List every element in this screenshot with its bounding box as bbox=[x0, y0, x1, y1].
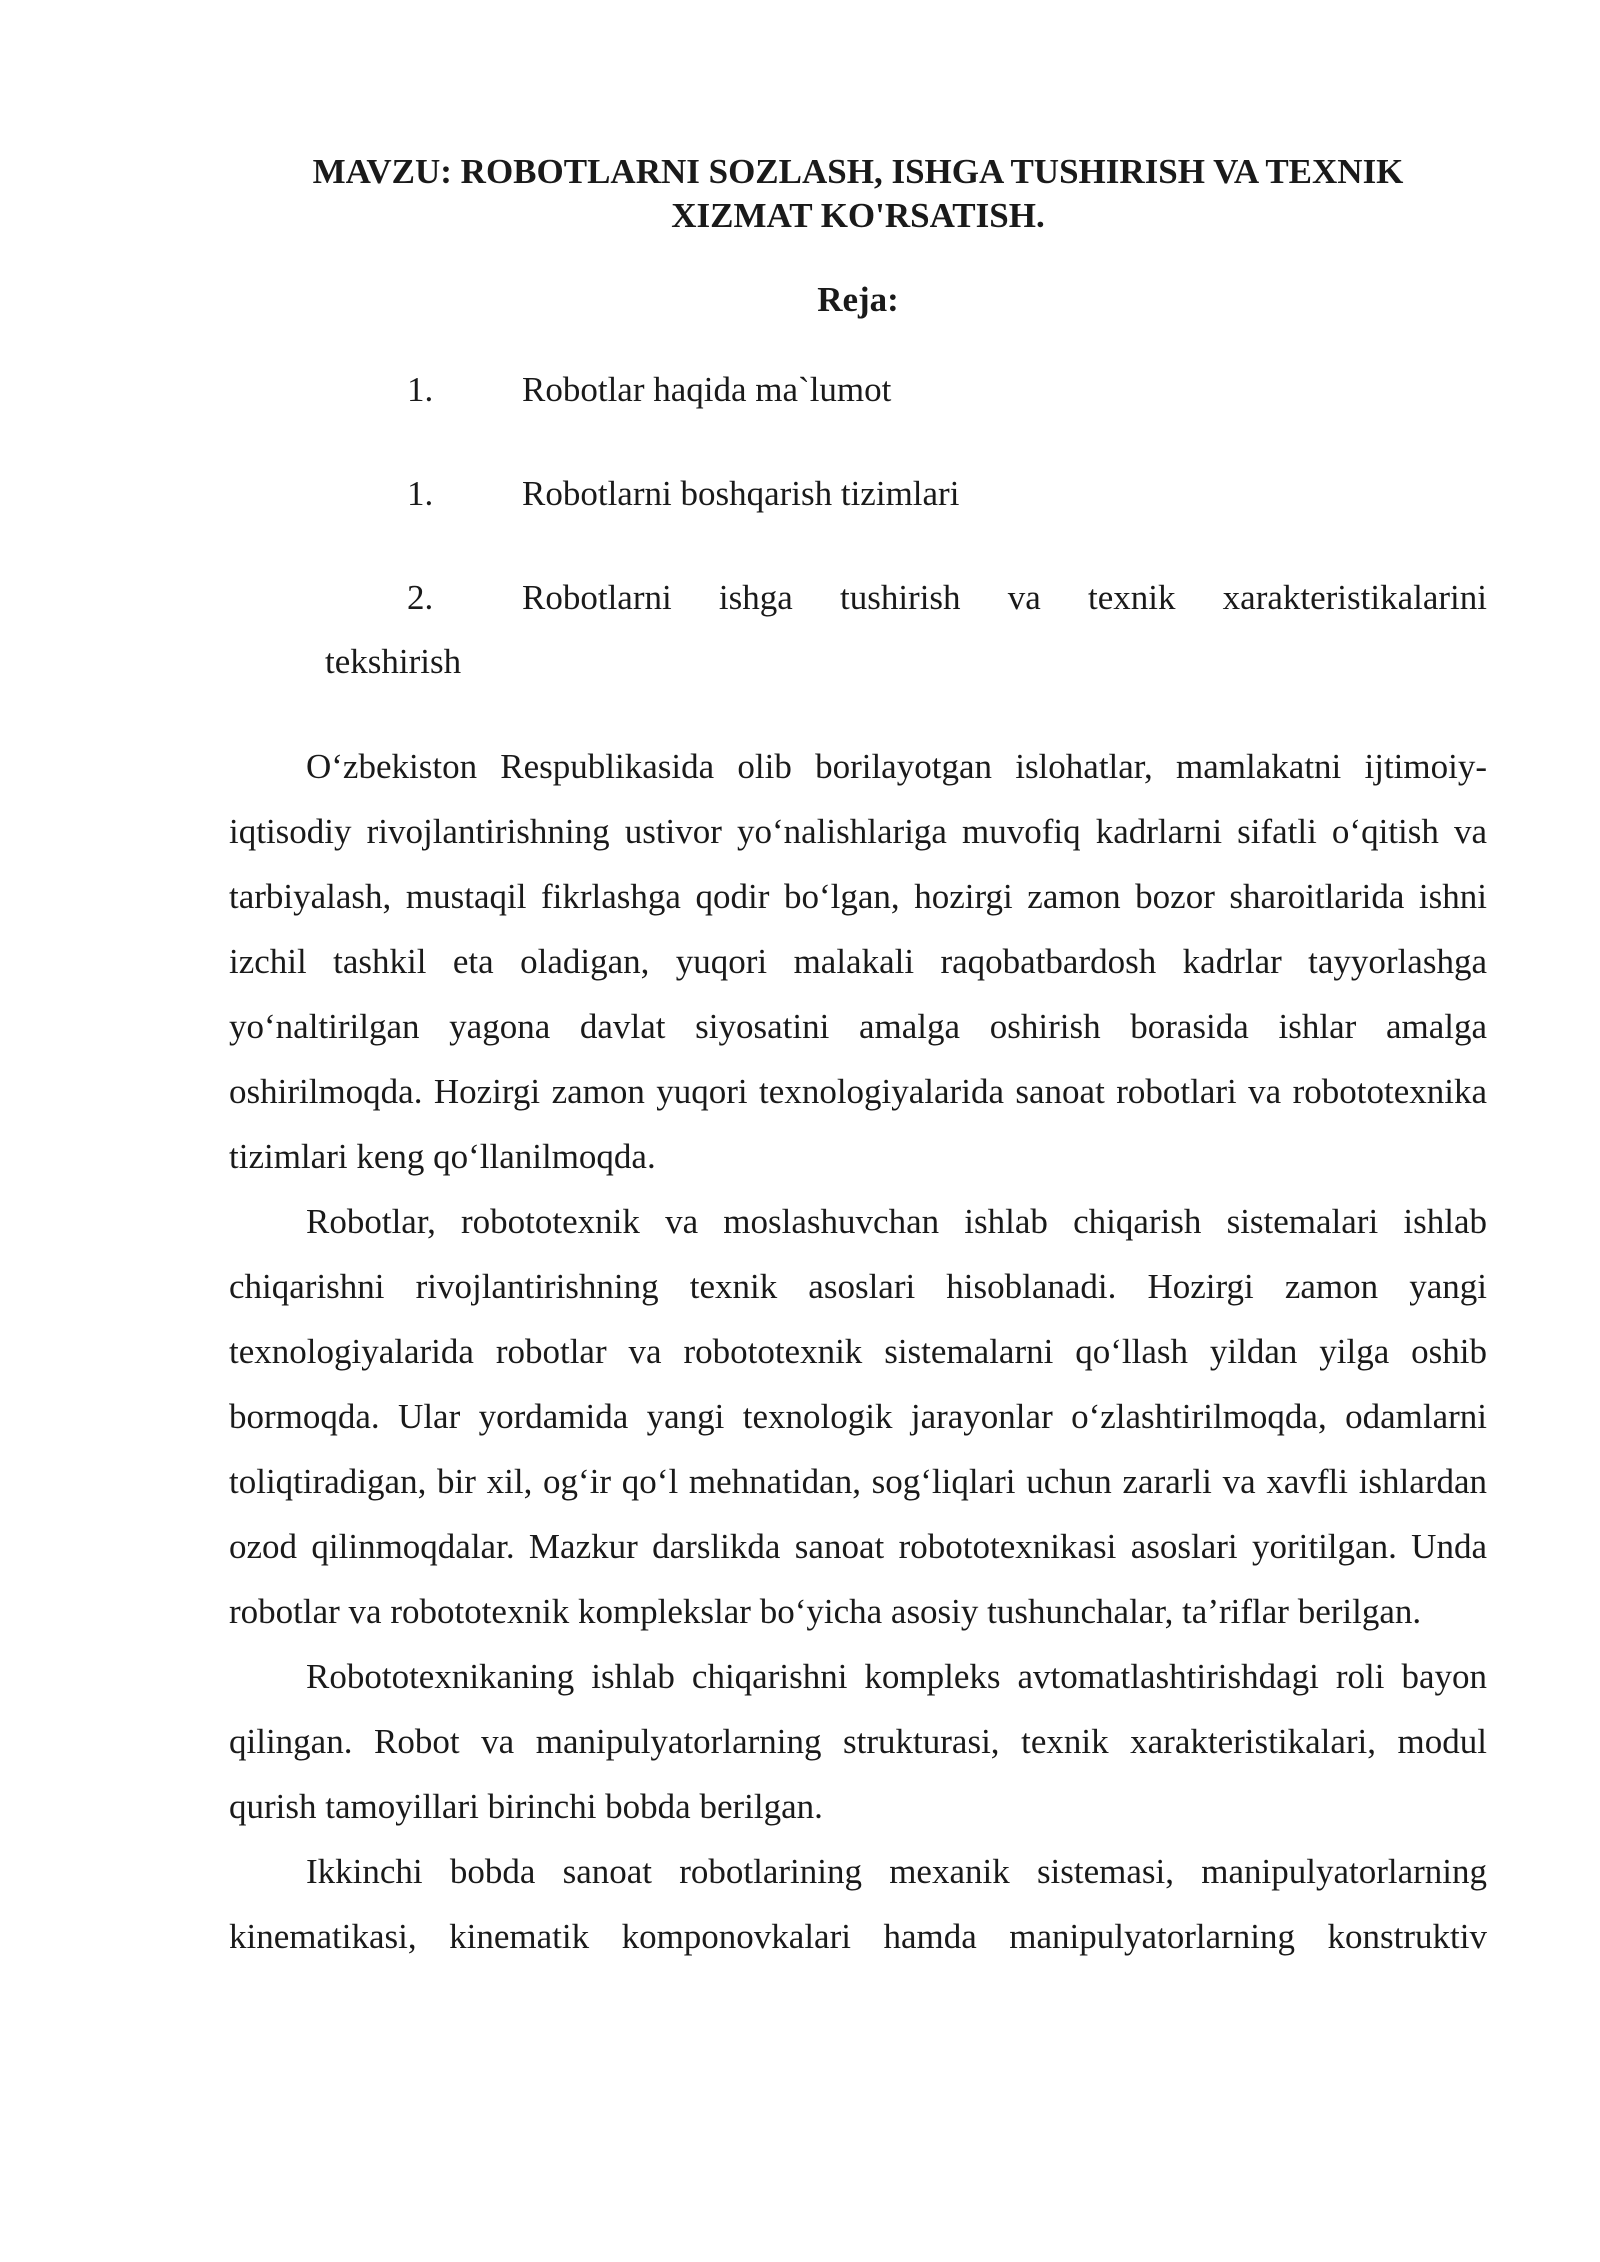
plan-word: texnik bbox=[1087, 578, 1176, 617]
paragraph: Robotlar, robototexnik va moslashuvchan ishlab chiqarish sistemalari ishlab chiqarishni rivojlantirishning texnik asoslari hisoblanadi. Hozirgi zamon yangi texnologiyalarida robotlar va robototexnik sistemalarni qo‘llash yildan yilga oshib bormoqda. Ular yordamida yangi texnologik jarayonlar o‘zlashtirilmoqda, odamlarni toliqtiradigan, bir xil, og‘ir qo‘l mehnatidan, sog‘liqlari uchun zararli va xavfli ishlardan ozod qilinmoqdalar. Mazkur darslikda sanoat robototexnikasi asoslari yoritilgan. Unda robotlar va robototexnik komplekslar bo‘yicha asosiy tushunchalar, ta’riflar berilgan. bbox=[229, 1202, 1487, 1631]
plan-item-text: Robotlarni boshqarish tizimlari bbox=[522, 474, 960, 513]
plan-item-text bbox=[522, 566, 1487, 630]
plan-word: xarakteristikalarini bbox=[1222, 578, 1487, 617]
title-line-1: MAVZU: ROBOTLARNI SOZLASH, ISHGA TUSHIRISH VA TEXNIK bbox=[312, 152, 1404, 191]
plan-item bbox=[325, 566, 1487, 694]
plan-word: tushirish bbox=[839, 578, 961, 617]
plan-item-number: 1. bbox=[407, 370, 434, 409]
plan-item-line bbox=[325, 566, 1487, 630]
plan-item-number: 2. bbox=[407, 578, 434, 617]
plan-word: Robotlarni bbox=[522, 578, 672, 617]
paragraph: O‘zbekiston Respublikasida olib borilayotgan islohatlar, mamlakatni ijtimoiy-iqtisodiy rivojlantirishning ustivor yo‘nalishlariga muvofiq kadrlarni sifatli o‘qitish va tarbiyalash, mustaqil fikrlashga qodir bo‘lgan, hozirgi zamon bozor sharoitlarida ishni izchil tashkil eta oladigan, yuqori malakali raqobatbardosh kadrlar tayyorlashga yo‘naltirilgan yagona davlat siyosatini amalga oshirish borasida ishlar amalga oshirilmoqda. Hozirgi zamon yuqori texnologiyalarida sanoat robotlari va robototexnika tizimlari keng qo‘llanilmoqda. bbox=[229, 747, 1487, 1176]
paragraph: Ikkinchi bobda sanoat robotlarining mexanik sistemasi, manipulyatorlarning kinematikasi, kinematik komponovkalari hamda manipulyatorlarning konstruktiv bbox=[229, 1852, 1487, 1956]
plan-item bbox=[325, 462, 1487, 526]
document-title bbox=[229, 150, 1487, 238]
title-line-2: XIZMAT KO'RSATISH. bbox=[671, 196, 1045, 235]
plan-item-text: Robotlar haqida ma`lumot bbox=[522, 370, 892, 409]
plan-heading: Reja: bbox=[817, 280, 899, 319]
plan-word: va bbox=[1007, 578, 1041, 617]
plan-word: ishga bbox=[718, 578, 793, 617]
plan-item-continuation: tekshirish bbox=[325, 642, 462, 681]
document-page bbox=[229, 150, 1487, 1969]
plan-item bbox=[325, 358, 1487, 422]
plan-item-number: 1. bbox=[407, 474, 434, 513]
document-body bbox=[229, 734, 1487, 1969]
paragraph: Robototexnikaning ishlab chiqarishni kompleks avtomatlashtirishdagi roli bayon qilingan. Robot va manipulyatorlarning strukturasi, texnik xarakteristikalari, modul qurish tamoyillari birinchi bobda berilgan. bbox=[229, 1657, 1487, 1826]
plan-list bbox=[229, 358, 1487, 694]
